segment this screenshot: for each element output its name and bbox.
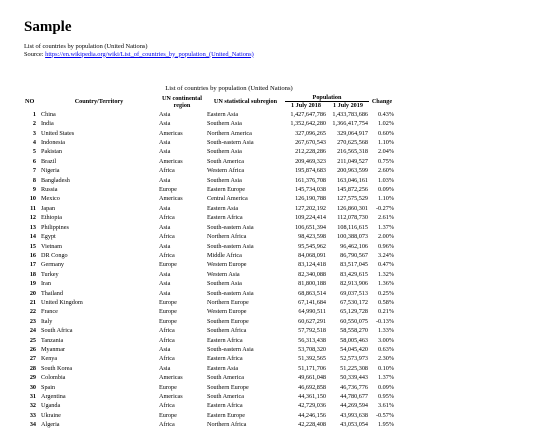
table-row — [24, 383, 395, 392]
cell-pop-2019: 65,129,728 — [340, 308, 368, 316]
cell-pop-2019: 58,558,270 — [340, 327, 368, 335]
cell-no: 14 — [29, 233, 36, 241]
cell-pop-2018: 267,670,543 — [295, 139, 326, 147]
cell-pop-2018: 64,990,511 — [298, 308, 326, 316]
cell-subregion: Western Africa — [207, 167, 245, 175]
cell-change: 1.10% — [378, 139, 394, 147]
cell-pop-2019: 163,046,161 — [337, 176, 368, 184]
table-row — [24, 401, 395, 410]
cell-pop-2019: 58,005,463 — [340, 336, 368, 344]
cell-no: 32 — [29, 402, 36, 410]
cell-no: 30 — [29, 383, 36, 391]
table-row — [24, 157, 395, 166]
cell-pop-2018: 51,171,706 — [298, 364, 326, 372]
cell-no: 21 — [29, 298, 36, 306]
cell-change: 0.09% — [378, 383, 394, 391]
header-change: Change — [371, 98, 393, 106]
cell-pop-2019: 329,064,917 — [337, 129, 368, 137]
cell-subregion: Western Europe — [207, 261, 247, 269]
cell-pop-2018: 42,729,036 — [298, 402, 326, 410]
cell-continental: Europe — [159, 261, 177, 269]
table-row — [24, 147, 395, 156]
table-caption: List of countries by population (United Nations) — [165, 85, 293, 92]
cell-country: Argentina — [41, 393, 66, 400]
cell-continental: Asia — [159, 110, 171, 118]
cell-continental: Americas — [159, 195, 183, 203]
cell-pop-2019: 43,053,054 — [340, 421, 368, 429]
cell-continental: Asia — [159, 345, 171, 353]
cell-change: 0.75% — [378, 157, 394, 165]
table-row — [24, 279, 395, 288]
cell-continental: Asia — [159, 280, 171, 288]
cell-change: 1.02% — [378, 120, 394, 128]
header-no: NO — [25, 98, 35, 106]
table-row — [24, 242, 395, 251]
cell-subregion: Eastern Africa — [207, 336, 243, 344]
cell-no: 28 — [29, 364, 36, 372]
cell-pop-2019: 69,037,513 — [340, 289, 368, 297]
cell-no: 1 — [32, 110, 36, 118]
source-label: Source: — [24, 50, 46, 58]
cell-subregion: Eastern Asia — [207, 364, 239, 372]
cell-change: 2.30% — [378, 355, 394, 363]
cell-change: 1.95% — [378, 421, 394, 429]
cell-country: DR Congo — [41, 251, 68, 259]
cell-country: South Korea — [41, 364, 73, 372]
cell-country: India — [41, 120, 54, 128]
cell-change: 0.96% — [378, 242, 394, 250]
table-row — [24, 204, 395, 213]
cell-pop-2018: 49,661,048 — [298, 374, 326, 382]
cell-continental: Africa — [159, 167, 175, 175]
intro-line: List of countries by population (United Nations) — [24, 43, 148, 50]
cell-subregion: South-eastern Asia — [207, 289, 254, 297]
cell-pop-2018: 67,141,684 — [298, 298, 326, 306]
cell-change: 2.61% — [378, 214, 394, 222]
cell-subregion: Eastern Europe — [207, 186, 245, 194]
table-row — [24, 251, 395, 260]
cell-pop-2019: 44,780,677 — [340, 393, 368, 400]
cell-pop-2018: 209,469,323 — [295, 157, 326, 165]
cell-pop-2019: 145,872,256 — [337, 186, 368, 194]
cell-continental: Africa — [159, 355, 175, 363]
cell-country: Japan — [41, 204, 56, 212]
cell-subregion: Western Asia — [207, 270, 240, 278]
cell-country: Algeria — [41, 421, 60, 429]
table-row — [24, 307, 395, 316]
cell-country: Bangladesh — [41, 176, 70, 184]
cell-subregion: Southern Asia — [207, 148, 242, 156]
cell-no: 33 — [29, 411, 36, 419]
cell-pop-2018: 57,792,518 — [298, 327, 326, 335]
cell-change: 0.10% — [378, 364, 394, 372]
cell-subregion: South-eastern Asia — [207, 223, 254, 231]
cell-pop-2019: 52,573,973 — [340, 355, 368, 363]
cell-pop-2018: 83,124,418 — [298, 261, 326, 269]
cell-continental: Asia — [159, 364, 171, 372]
cell-continental: Europe — [159, 383, 177, 391]
cell-continental: Europe — [159, 186, 177, 194]
cell-pop-2019: 100,388,073 — [337, 233, 368, 241]
cell-country: Colombia — [41, 374, 66, 382]
cell-pop-2018: 44,246,156 — [298, 411, 326, 419]
cell-country: United States — [41, 129, 75, 137]
cell-pop-2019: 51,225,308 — [340, 364, 368, 372]
cell-no: 6 — [32, 157, 36, 165]
cell-country: Mexico — [41, 195, 60, 203]
cell-no: 17 — [29, 261, 36, 269]
cell-pop-2019: 127,575,529 — [337, 195, 368, 203]
cell-pop-2019: 126,860,301 — [337, 204, 368, 212]
cell-change: 1.10% — [378, 195, 394, 203]
cell-subregion: Eastern Africa — [207, 214, 243, 222]
cell-continental: Africa — [159, 421, 175, 429]
cell-country: Iran — [41, 280, 51, 288]
cell-country: Thailand — [41, 289, 63, 297]
cell-change: 2.04% — [378, 148, 394, 156]
cell-pop-2019: 43,993,638 — [340, 411, 368, 419]
header-population: Population — [285, 94, 369, 102]
cell-no: 10 — [29, 195, 36, 203]
cell-country: Spain — [41, 383, 56, 391]
cell-pop-2018: 145,734,038 — [295, 186, 326, 194]
header-pop-2018: 1 July 2018 — [291, 102, 321, 110]
cell-country: Italy — [41, 317, 53, 325]
table-row — [24, 373, 395, 382]
cell-no: 11 — [30, 204, 36, 212]
table-row — [24, 326, 395, 335]
cell-no: 23 — [29, 317, 36, 325]
cell-pop-2018: 127,202,192 — [295, 204, 326, 212]
cell-change: 0.09% — [378, 186, 394, 194]
table-row — [24, 317, 395, 326]
cell-country: Russia — [41, 186, 58, 194]
cell-change: -0.13% — [375, 317, 394, 325]
cell-subregion: Eastern Africa — [207, 355, 243, 363]
cell-subregion: Western Europe — [207, 308, 247, 316]
cell-change: 1.37% — [378, 374, 394, 382]
cell-continental: Asia — [159, 289, 171, 297]
cell-pop-2018: 161,376,708 — [295, 176, 326, 184]
cell-no: 34 — [29, 421, 36, 429]
cell-pop-2018: 82,340,088 — [298, 270, 326, 278]
cell-pop-2018: 195,874,683 — [295, 167, 326, 175]
cell-pop-2019: 44,269,594 — [340, 402, 368, 410]
cell-change: 0.63% — [378, 345, 394, 353]
cell-change: 0.25% — [378, 289, 394, 297]
cell-continental: Asia — [159, 139, 171, 147]
cell-continental: Africa — [159, 327, 175, 335]
page-title: Sample — [24, 19, 72, 35]
cell-country: Nigeria — [41, 167, 60, 175]
cell-country: Ukraine — [41, 411, 61, 419]
cell-pop-2018: 1,352,642,280 — [290, 120, 326, 128]
table-body — [24, 110, 395, 430]
cell-no: 3 — [32, 129, 36, 137]
cell-no: 22 — [29, 308, 36, 316]
cell-no: 18 — [29, 270, 36, 278]
cell-continental: Americas — [159, 374, 183, 382]
table-row — [24, 392, 395, 401]
cell-pop-2019: 46,736,776 — [340, 383, 368, 391]
cell-no: 9 — [32, 186, 36, 194]
cell-continental: Americas — [159, 393, 183, 400]
cell-no: 20 — [29, 289, 36, 297]
cell-subregion: Southern Asia — [207, 280, 242, 288]
cell-pop-2019: 86,790,567 — [340, 251, 368, 259]
cell-pop-2018: 44,361,150 — [298, 393, 326, 400]
table-row — [24, 129, 395, 138]
cell-change: 1.03% — [378, 176, 394, 184]
cell-country: Ethiopia — [41, 214, 62, 222]
cell-no: 8 — [32, 176, 36, 184]
cell-continental: Europe — [159, 411, 177, 419]
cell-change: 1.36% — [378, 280, 394, 288]
document-page — [24, 18, 524, 429]
cell-no: 13 — [29, 223, 36, 231]
header-subregion: UN statistical subregion — [213, 98, 278, 106]
cell-subregion: South-eastern Asia — [207, 242, 254, 250]
cell-no: 4 — [32, 139, 36, 147]
table-row — [24, 420, 395, 429]
cell-country: Myanmar — [41, 345, 66, 353]
source-line — [24, 51, 524, 59]
table-row — [24, 213, 395, 222]
cell-subregion: South America — [207, 157, 244, 165]
cell-subregion: Northern Europe — [207, 298, 249, 306]
cell-change: 0.95% — [378, 393, 394, 400]
cell-no: 25 — [29, 336, 36, 344]
cell-change: 0.58% — [378, 298, 394, 306]
table-row — [24, 336, 395, 345]
cell-country: China — [41, 110, 56, 118]
cell-subregion: South-eastern Asia — [207, 345, 254, 353]
cell-continental: Asia — [159, 242, 171, 250]
cell-continental: Americas — [159, 157, 183, 165]
cell-pop-2018: 95,545,962 — [298, 242, 326, 250]
header-continental: UN continental region — [161, 94, 203, 109]
cell-pop-2018: 60,627,291 — [298, 317, 326, 325]
cell-pop-2019: 1,366,417,754 — [332, 120, 368, 128]
cell-subregion: Eastern Africa — [207, 402, 243, 410]
cell-pop-2019: 54,045,420 — [340, 345, 368, 353]
cell-subregion: Southern Europe — [207, 317, 249, 325]
table-row — [24, 223, 395, 232]
cell-country: Indonesia — [41, 139, 66, 147]
cell-pop-2018: 68,863,514 — [298, 289, 326, 297]
cell-pop-2019: 83,517,045 — [340, 261, 368, 269]
table-row — [24, 194, 395, 203]
cell-change: 0.43% — [378, 110, 394, 118]
cell-change: 1.37% — [378, 223, 394, 231]
cell-country: South Africa — [41, 327, 73, 335]
cell-subregion: Eastern Europe — [207, 411, 245, 419]
cell-pop-2019: 67,530,172 — [340, 298, 368, 306]
cell-change: 1.33% — [378, 327, 394, 335]
cell-country: Philippines — [41, 223, 69, 231]
cell-continental: Africa — [159, 402, 175, 410]
cell-subregion: Southern Asia — [207, 120, 242, 128]
cell-no: 24 — [29, 327, 36, 335]
cell-no: 2 — [32, 120, 36, 128]
cell-continental: Asia — [159, 204, 171, 212]
cell-country: United Kingdom — [41, 298, 83, 306]
cell-pop-2019: 83,429,615 — [340, 270, 368, 278]
cell-subregion: Northern America — [207, 129, 252, 137]
cell-subregion: South America — [207, 374, 244, 382]
cell-continental: Asia — [159, 148, 171, 156]
table-row — [24, 232, 395, 241]
cell-no: 29 — [29, 374, 36, 382]
table-row — [24, 364, 395, 373]
cell-pop-2019: 211,049,527 — [337, 157, 368, 165]
table-row — [24, 185, 395, 194]
cell-pop-2018: 51,392,565 — [298, 355, 326, 363]
cell-pop-2019: 82,913,906 — [340, 280, 368, 288]
intro-text — [24, 43, 524, 58]
cell-pop-2018: 98,423,598 — [298, 233, 326, 241]
cell-country: Turkey — [41, 270, 59, 278]
cell-pop-2019: 60,550,075 — [340, 317, 368, 325]
cell-subregion: Central America — [207, 195, 248, 203]
cell-pop-2019: 1,433,783,686 — [332, 110, 368, 118]
cell-continental: Europe — [159, 308, 177, 316]
cell-country: France — [41, 308, 58, 316]
cell-subregion: Northern Africa — [207, 421, 247, 429]
header-pop-2019: 1 July 2019 — [333, 102, 363, 110]
cell-subregion: Southern Asia — [207, 176, 242, 184]
header-row — [24, 94, 395, 102]
cell-pop-2019: 216,565,318 — [337, 148, 368, 156]
cell-change: -0.57% — [375, 411, 394, 419]
cell-subregion: South-eastern Asia — [207, 139, 254, 147]
cell-country: Pakistan — [41, 148, 62, 156]
cell-continental: Africa — [159, 251, 175, 259]
cell-country: Brazil — [41, 157, 57, 165]
population-table — [24, 94, 395, 430]
cell-pop-2018: 1,427,647,786 — [290, 110, 326, 118]
cell-change: 3.24% — [378, 251, 394, 259]
cell-continental: Africa — [159, 214, 175, 222]
cell-subregion: Southern Europe — [207, 383, 249, 391]
cell-pop-2019: 108,116,615 — [337, 223, 368, 231]
table-row — [24, 119, 395, 128]
cell-pop-2018: 53,708,320 — [298, 345, 326, 353]
table-row — [24, 411, 395, 420]
cell-change: 2.60% — [378, 167, 394, 175]
table-row — [24, 138, 395, 147]
cell-subregion: Middle Africa — [207, 251, 242, 259]
cell-pop-2018: 106,651,394 — [295, 223, 326, 231]
cell-continental: Africa — [159, 233, 175, 241]
cell-no: 27 — [29, 355, 36, 363]
cell-country: Kenya — [41, 355, 58, 363]
cell-pop-2018: 81,800,188 — [298, 280, 326, 288]
cell-pop-2018: 212,228,286 — [295, 148, 326, 156]
table-row — [24, 110, 395, 119]
cell-pop-2019: 270,625,568 — [337, 139, 368, 147]
cell-change: 2.00% — [378, 233, 394, 241]
cell-pop-2018: 42,228,408 — [298, 421, 326, 429]
cell-subregion: Eastern Asia — [207, 110, 239, 118]
cell-no: 15 — [29, 242, 36, 250]
cell-continental: Asia — [159, 176, 171, 184]
source-link[interactable]: https://en.wikipedia.org/wiki/List_of_countries_by_population_(United_Nations) — [45, 50, 254, 58]
cell-subregion: Northern Africa — [207, 233, 247, 241]
cell-pop-2018: 56,313,438 — [298, 336, 326, 344]
table-row — [24, 289, 395, 298]
cell-continental: Europe — [159, 317, 177, 325]
cell-continental: Asia — [159, 270, 171, 278]
cell-change: 3.00% — [378, 336, 394, 344]
table-row — [24, 298, 395, 307]
cell-change: 1.32% — [378, 270, 394, 278]
cell-country: Vietnam — [41, 242, 62, 250]
cell-no: 19 — [29, 280, 36, 288]
table-row — [24, 354, 395, 363]
cell-no: 7 — [32, 167, 36, 175]
cell-change: 0.60% — [378, 129, 394, 137]
cell-pop-2018: 109,224,414 — [295, 214, 326, 222]
cell-pop-2018: 84,068,091 — [298, 251, 326, 259]
cell-no: 5 — [32, 148, 36, 156]
cell-pop-2019: 50,339,443 — [340, 374, 368, 382]
cell-change: 0.47% — [378, 261, 394, 269]
table-row — [24, 260, 395, 269]
cell-pop-2019: 96,462,106 — [340, 242, 368, 250]
cell-pop-2018: 46,692,858 — [298, 383, 326, 391]
cell-continental: Asia — [159, 120, 171, 128]
cell-pop-2019: 200,963,599 — [337, 167, 368, 175]
cell-no: 31 — [29, 393, 36, 400]
cell-pop-2018: 126,190,788 — [295, 195, 326, 203]
cell-continental: Americas — [159, 129, 183, 137]
cell-subregion: South America — [207, 393, 244, 400]
cell-no: 26 — [29, 345, 36, 353]
cell-pop-2018: 327,096,265 — [295, 129, 326, 137]
cell-country: Egypt — [41, 233, 56, 241]
header-country: Country/Territory — [74, 98, 124, 106]
cell-subregion: Southern Africa — [207, 327, 247, 335]
cell-change: -0.27% — [375, 204, 394, 212]
cell-pop-2019: 112,078,730 — [337, 214, 368, 222]
table-row — [24, 345, 395, 354]
cell-change: 0.21% — [378, 308, 394, 316]
table-row — [24, 166, 395, 175]
cell-country: Tanzania — [41, 336, 64, 344]
cell-change: 3.61% — [378, 402, 394, 410]
cell-no: 16 — [29, 251, 36, 259]
cell-subregion: Eastern Asia — [207, 204, 239, 212]
cell-continental: Europe — [159, 298, 177, 306]
cell-country: Uganda — [41, 402, 61, 410]
cell-no: 12 — [29, 214, 36, 222]
cell-continental: Asia — [159, 223, 171, 231]
cell-continental: Africa — [159, 336, 175, 344]
table-row — [24, 176, 395, 185]
cell-country: Germany — [41, 261, 65, 269]
table-row — [24, 270, 395, 279]
